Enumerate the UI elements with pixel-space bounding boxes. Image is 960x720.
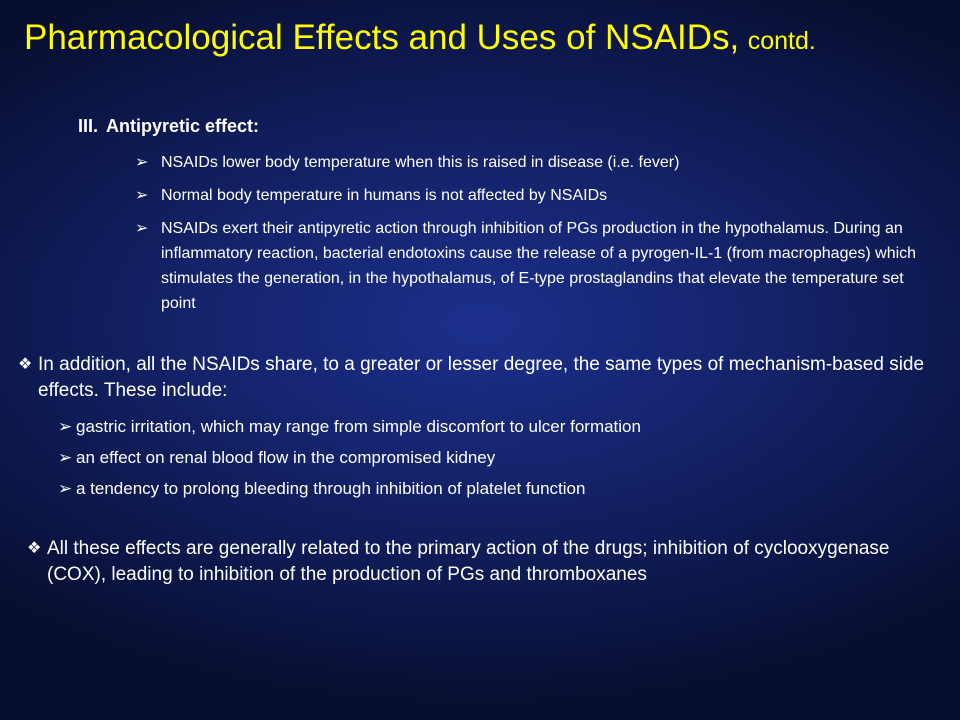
- list-item-text: gastric irritation, which may range from simple discomfort to ulcer formation: [76, 417, 641, 436]
- list-item: [58, 476, 878, 501]
- list-item: [135, 216, 935, 316]
- list-item: [58, 414, 878, 439]
- arrow-bullet-icon: ➢: [58, 417, 73, 436]
- section-number: III.: [78, 116, 99, 136]
- list-item-text: an effect on renal blood flow in the compromised kidney: [76, 448, 496, 467]
- list-item: [58, 445, 878, 470]
- arrow-bullet-icon: ➢: [58, 448, 73, 467]
- list-item: [135, 183, 935, 208]
- list-item-text: a tendency to prolong bleeding through inhibition of platelet function: [76, 479, 586, 498]
- mechanism-conclusion: [27, 536, 947, 588]
- arrow-bullet-icon: ➢: [58, 479, 73, 498]
- slide-title: [24, 18, 944, 58]
- antipyretic-points-list: [135, 150, 935, 316]
- diamond-bullet-icon: ❖: [18, 356, 33, 373]
- list-item-text: NSAIDs exert their antipyretic action through inhibition of PGs production in the hypothalamus. During an inflammatory reaction, bacterial endotoxins cause the release of a pyrogen-IL-1 (from macrophages) which stimulates the generation, in the hypothalamus, of E-type prostaglandins that elevate the temperature set point: [161, 220, 917, 312]
- arrow-bullet-icon: ➢: [135, 187, 149, 204]
- paragraph-text: All these effects are generally related to the primary action of the drugs; inhibition of cyclooxygenase (COX), leading to inhibition of the production of PGs and thromboxanes: [47, 538, 890, 585]
- section-heading: [78, 116, 259, 137]
- list-item-text: NSAIDs lower body temperature when this is raised in disease (i.e. fever): [161, 154, 680, 171]
- section-title: Antipyretic effect:: [106, 116, 260, 136]
- list-item-text: Normal body temperature in humans is not affected by NSAIDs: [161, 187, 608, 204]
- arrow-bullet-icon: ➢: [135, 220, 149, 237]
- arrow-bullet-icon: ➢: [135, 154, 149, 171]
- side-effects-intro: [18, 352, 938, 404]
- paragraph-text: In addition, all the NSAIDs share, to a greater or lesser degree, the same types of mechanism-based side effects. These include:: [38, 354, 925, 401]
- slide-title-suffix: contd.: [747, 27, 816, 55]
- slide-title-main: Pharmacological Effects and Uses of NSAIDs,: [24, 18, 740, 57]
- list-item: [135, 150, 935, 175]
- side-effects-list: [58, 414, 878, 507]
- diamond-bullet-icon: ❖: [27, 540, 42, 557]
